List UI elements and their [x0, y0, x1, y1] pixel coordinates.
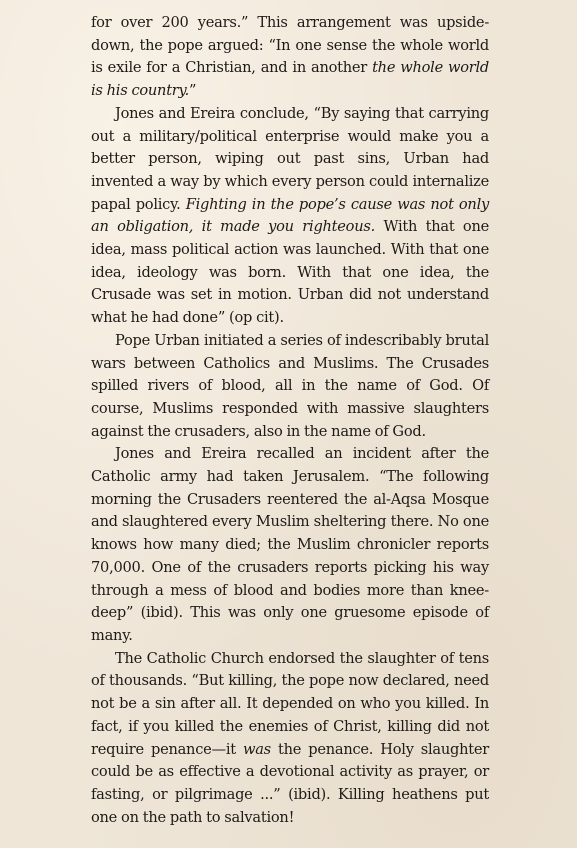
page-body	[91, 12, 489, 829]
paragraph-text: With that one idea, mass political action was launched. With that one idea, ideology was born. With that one idea, the Crusade was set in motion. Urban did not understand what he had done” (op cit).	[91, 218, 489, 327]
italic-text: Fighting in the pope’s cause was not only an obligation, it made you righteous.	[91, 195, 489, 236]
paragraph-text: for over 200 years.” This arrangement was upside-down, the pope argued: “In one sense the whole world is exile for a Christian, and in another	[91, 14, 489, 77]
paragraph-text: the penance. Holy slaughter could be as effective a devotional activity as prayer, or fasting, or pilgrimage ...” (ibid). Killing heathens put one on the path to salvation!	[91, 740, 489, 826]
paragraph-3	[91, 330, 489, 444]
paragraph-text: Jones and Ereira recalled an incident after the Catholic army had taken Jerusalem. “The following morning the Crusaders reentered the al-Aqsa Mosque and slaughtered every Muslim sheltering there. No one knows how many died; the Muslim chronicler reports 70,000. One of the crusaders reports picking his way through a mess of blood and bodies more than knee-deep” (ibid). This was only one gruesome episode of many.	[91, 445, 489, 644]
paragraph-text: Pope Urban initiated a series of indescribably brutal wars between Catholics and Muslims. The Crusades spilled rivers of blood, all in the name of God. Of course, Muslims responded with massive slaughters against the crusaders, also in the name of God.	[91, 331, 489, 440]
paragraph-text: ”	[188, 82, 197, 100]
paragraph-5	[91, 648, 489, 830]
italic-text: the whole world is his country.	[91, 59, 490, 100]
italic-text: was	[242, 740, 271, 758]
paragraph-2	[91, 103, 489, 330]
paragraph-text: Jones and Ereira conclude, “By saying that carrying out a military/political enterprise would make you a better person, wiping out past sins, Urban had invented a way by which every person could internalize papal policy.	[91, 104, 489, 213]
paragraph-4	[91, 443, 489, 647]
paragraph-text: The Catholic Church endorsed the slaughter of tens of thousands. “But killing, the pope now declared, need not be a sin after all. It depended on who you killed. In fact, if you killed the enemies of Christ, killing did not require penance—it	[91, 649, 489, 758]
paragraph-1	[91, 12, 489, 103]
